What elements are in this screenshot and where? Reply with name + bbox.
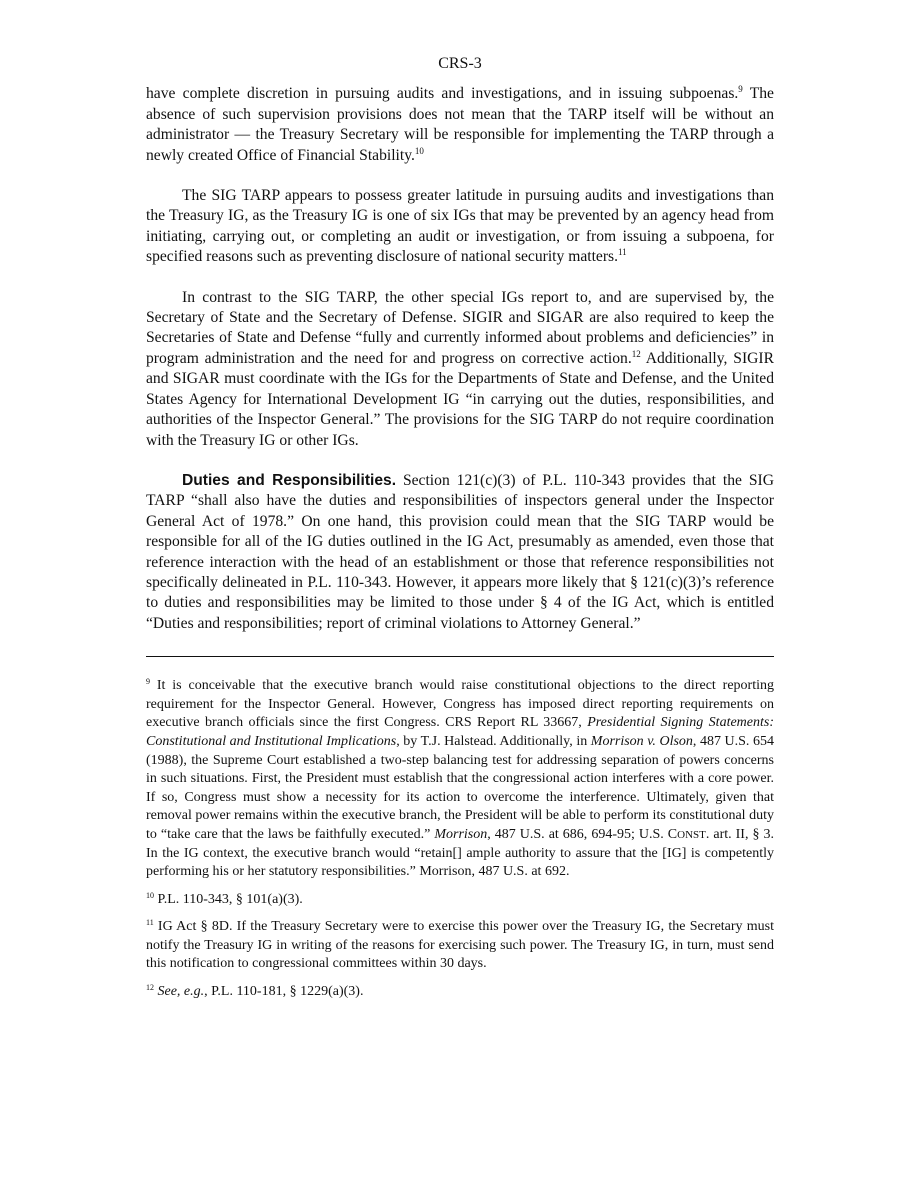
text-run: The absence of such supervision provisions does not mean that the TARP itself will be without an administrator — the Treasury Secretary will be responsible for implementing the TARP through a newly created Office of Financial Stability. bbox=[146, 85, 774, 164]
small-caps-run: ONST bbox=[677, 828, 706, 841]
footnote-separator bbox=[146, 656, 774, 657]
footnote-ref: 11 bbox=[618, 247, 627, 258]
paragraph-4 bbox=[146, 471, 774, 634]
text-run: have complete discretion in pursuing audits and investigations, and in issuing subpoenas. bbox=[146, 85, 739, 103]
footnote-ref: 9 bbox=[738, 84, 743, 95]
italic-run: Presidential Signing Statements: Constitutional and Institutional Implications bbox=[146, 715, 774, 749]
paragraph-2 bbox=[146, 186, 774, 268]
paragraph-1 bbox=[146, 84, 774, 166]
text-run: IG Act § 8D. If the Treasury Secretary were to exercise this power over the Treasury IG, the Secretary must notify the Treasury IG in writing of the reasons for exercising such power. The Treasury IG, in turn, must send this notification to congressional committees within 30 days. bbox=[146, 919, 774, 972]
footnote-10 bbox=[146, 891, 774, 910]
text-run: Additionally, SIGIR and SIGAR must coordinate with the IGs for the Departments of State and Defense, and the United States Agency for International Development IG “in carrying out the duties, responsibilities, and authorities of the Inspector General.” The provisions for the SIG TARP do not require coordination with the Treasury IG or other IGs. bbox=[146, 349, 774, 449]
text-run: , 487 U.S. at 686, 694-95; U.S. C bbox=[487, 826, 678, 842]
paragraph-3 bbox=[146, 288, 774, 451]
footnote-number: 9 bbox=[146, 677, 150, 687]
footnote-11 bbox=[146, 918, 774, 974]
footnote-number: 11 bbox=[146, 918, 154, 928]
footnote-9 bbox=[146, 677, 774, 882]
italic-run: Morrison v. Olson bbox=[590, 733, 693, 749]
footnote-number: 12 bbox=[146, 983, 154, 993]
text-run: , 487 U.S. 654 (1988), the Supreme Court established a two-step balancing test for addressing separation of powers concerns in such situations. First, the President must establish that the congressional action interferes with a core power. If so, Congress must show a necessity for its action to overcome the interference. Ultimately, given that removal power remains within the executive branch, the President will be able to perform its constitutional duty to “take care that the laws be faithfully executed.” bbox=[146, 733, 774, 842]
text-run: The SIG TARP appears to possess greater latitude in pursuing audits and investigations than the Treasury IG, as the Treasury IG is one of six IGs that may be prevented by an agency head from initiating, carrying out, or completing an audit or investigation, or from issuing a subpoena, for specified reasons such as preventing disclosure of national security matters. bbox=[146, 187, 774, 266]
footnote-ref: 12 bbox=[631, 348, 641, 359]
italic-run: Morrison bbox=[434, 826, 488, 842]
document-page bbox=[146, 54, 774, 1011]
footnote-12 bbox=[146, 983, 774, 1002]
footnote-ref: 10 bbox=[414, 145, 424, 156]
section-run-in-heading: Duties and Responsibilities. bbox=[182, 471, 397, 489]
page-header: CRS-3 bbox=[438, 55, 482, 72]
text-run: Section 121(c)(3) of P.L. 110-343 provides that the SIG TARP “shall also have the duties and responsibilities of inspectors general under the Inspector General Act of 1978.” On one hand, this provision could mean that the SIG TARP would be responsible for all of the IG duties outlined in the IG Act, presumably as amended, even those that reference interaction with the head of an establishment or those that reference responsibilities not specifically delineated in P.L. 110-343. However, it appears more likely that § 121(c)(3)’s reference to duties and responsibilities may be limited to those under § 4 of the IG Act, which is entitled “Duties and responsibilities; report of criminal violations to Attorney General.” bbox=[146, 471, 774, 632]
text-run: It is conceivable that the executive branch would raise constitutional objections to the direct reporting requirement for the Inspector General. However, Congress has imposed direct reporting requirements on executive branch officials since the first Congress. CRS Report RL 33667, bbox=[146, 678, 774, 731]
text-run: , P.L. 110-181, § 1229(a)(3). bbox=[204, 984, 364, 1000]
footnote-number: 10 bbox=[146, 890, 154, 900]
text-run: . art. II, § 3. In the IG context, the executive branch would “retain[] ample authority to assure that the [IG] is competently performing his or her statutory responsibilities.” Morrison, 487 U.S. at 692. bbox=[146, 826, 774, 880]
text-run: P.L. 110-343, § 101(a)(3). bbox=[154, 891, 303, 907]
text-run: , by T.J. Halstead. Additionally, in bbox=[396, 733, 591, 749]
italic-run: See, e.g. bbox=[157, 984, 205, 1000]
text-run: In contrast to the SIG TARP, the other special IGs report to, and are supervised by, the Secretary of State and the Secretary of Defense. SIGIR and SIGAR are also required to keep the Secretaries of State and Defense “fully and currently informed about problems and deficiencies” in program administration and the need for and progress on corrective action. bbox=[146, 288, 774, 367]
